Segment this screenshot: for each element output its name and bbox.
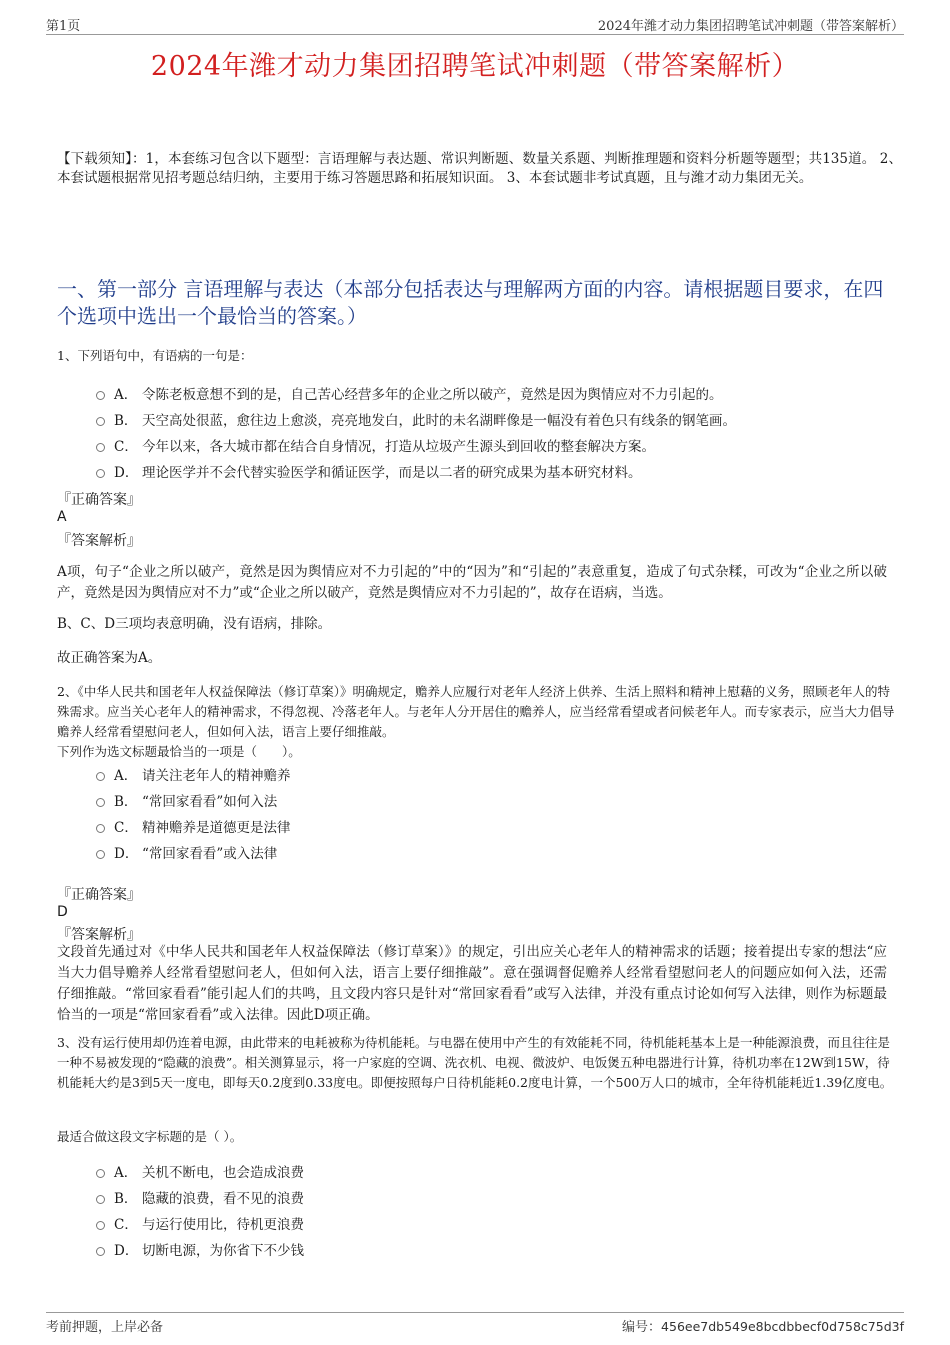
question-1-stem: 1、下列语句中，有语病的一句是： xyxy=(57,348,253,363)
question-3-stem: 3、没有运行使用却仍连着电源，由此带来的电耗被称为待机能耗。与电器在使用中产生的有效能耗不同，待机能耗基本上是一种能源浪费，而且往往是一种不易被发现的“隐藏的浪费”。相关测算显示，将一户家庭的空调、洗衣机、电视、微波炉、电饭煲五种电器进行计算，待机功率在12W到15W，待机能耗大约是3到5天一度电，即每天0.2度到0.33度电。即便按照每户日待机能耗0.2度电计算，一个500万人口的城市，全年待机能耗近1.39亿度电。 xyxy=(57,1035,893,1090)
page-footer xyxy=(46,1312,904,1335)
option-b[interactable]: B． 天空高处很蓝，愈往边上愈淡，亮亮地发白，此时的未名湖畔像是一幅没有着色只有线条的钢笔画。 xyxy=(96,406,896,432)
radio-icon[interactable] xyxy=(96,824,105,833)
question-2-stem: 2、《中华人民共和国老年人权益保障法（修订草案）》明确规定，赡养人应履行对老年人经济上供养、生活上照料和精神上慰藉的义务，照顾老年人的特殊需求。应当关心老年人的精神需求，不得忽视、冷落老年人。与老年人分开居住的赡养人，应当经常看望或者问候老年人。而专家表示，应当大力倡导赡养人经常看望慰问老人，但如何入法，语言上要仔细推敲。 下列作为选文标题最恰当的一项是（ ）。 xyxy=(57,684,895,759)
question-2-analysis: 文段首先通过对《中华人民共和国老年人权益保障法（修订草案）》的规定，引出应关心老年人的精神需求的话题；接着提出专家的想法“应当大力倡导赡养人经常看望慰问老人，但如何入法，语言上要仔细推敲”。意在强调督促赡养人经常看望慰问老人的问题应如何入法，还需仔细推敲。“常回家看看”能引起人们的共鸣，且文段内容只是针对“常回家看看”或写入法律，并没有重点讨论如何写入法律，则作为标题最恰当的一项是“常回家看看”或入法律。因此D项正确。 xyxy=(57,944,887,1023)
radio-icon[interactable] xyxy=(96,798,105,807)
correct-answer-value: D xyxy=(57,904,68,920)
option-b[interactable]: B． “常回家看看”如何入法 xyxy=(96,787,896,813)
question-3-options xyxy=(96,1158,896,1262)
radio-icon[interactable] xyxy=(96,469,105,478)
radio-icon[interactable] xyxy=(96,1247,105,1256)
radio-icon[interactable] xyxy=(96,391,105,400)
analysis-label: 『答案解析』 xyxy=(57,927,141,943)
question-2-options xyxy=(96,761,896,865)
correct-answer-label: 『正确答案』 xyxy=(57,492,141,508)
radio-icon[interactable] xyxy=(96,772,105,781)
option-a[interactable]: A． 关机不断电，也会造成浪费 xyxy=(96,1158,896,1184)
option-d[interactable]: D． 理论医学并不会代替实验医学和循证医学，而是以二者的研究成果为基本研究材料。 xyxy=(96,458,896,484)
question-1-analysis: A项，句子“企业之所以破产，竟然是因为舆情应对不力引起的”中的“因为”和“引起的”表意重复，造成了句式杂糅，可改为“企业之所以破产，竟然是因为舆情应对不力”或“企业之所以破产，竟然是舆情应对不力引起的”，故存在语病，当选。 xyxy=(57,564,887,601)
question-3-prompt: 最适合做这段文字标题的是（ ）。 xyxy=(57,1129,243,1144)
question-1-conclusion: 故正确答案为A。 xyxy=(57,650,162,666)
analysis-label: 『答案解析』 xyxy=(57,533,141,549)
correct-answer-label: 『正确答案』 xyxy=(57,887,141,903)
option-b[interactable]: B． 隐藏的浪费，看不见的浪费 xyxy=(96,1184,896,1210)
document-code xyxy=(622,1316,904,1335)
download-notice: 【下载须知】：1，本套练习包含以下题型：言语理解与表达题、常识判断题、数量关系题、判断推理题和资料分析题等题型；共135道。 2、本套试题根据常见招考题总结归纳，主要用于练习答题思路和拓展知识面。 3、本套试题非考试真题，且与潍才动力集团无关。 xyxy=(57,151,902,186)
code-label: 编号： xyxy=(622,1320,662,1335)
section-heading: 一、第一部分 言语理解与表达（本部分包括表达与理解两方面的内容。请根据题目要求，在四个选项中选出一个最恰当的答案。） xyxy=(57,277,884,328)
option-c[interactable]: C． 今年以来，各大城市都在结合自身情况，打造从垃圾产生源头到回收的整套解决方案。 xyxy=(96,432,896,458)
question-1-analysis-2: B、C、D三项均表意明确，没有语病，排除。 xyxy=(57,616,332,632)
option-d[interactable]: D． “常回家看看”或入法律 xyxy=(96,839,896,865)
radio-icon[interactable] xyxy=(96,850,105,859)
option-a[interactable]: A． 令陈老板意想不到的是，自己苦心经营多年的企业之所以破产，竟然是因为舆情应对不力引起的。 xyxy=(96,380,896,406)
radio-icon[interactable] xyxy=(96,1169,105,1178)
radio-icon[interactable] xyxy=(96,1221,105,1230)
question-1-options xyxy=(96,380,896,484)
option-c[interactable]: C． 与运行使用比，待机更浪费 xyxy=(96,1210,896,1236)
option-a[interactable]: A． 请关注老年人的精神赡养 xyxy=(96,761,896,787)
document-title: 2024年潍才动力集团招聘笔试冲刺题（带答案解析） xyxy=(150,51,800,82)
footer-slogan: 考前押题，上岸必备 xyxy=(46,1320,164,1335)
correct-answer-value: A xyxy=(57,509,67,525)
option-d[interactable]: D． 切断电源，为你省下不少钱 xyxy=(96,1236,896,1262)
page-number: 第1页 xyxy=(46,19,81,34)
radio-icon[interactable] xyxy=(96,1195,105,1204)
code-value: 456ee7db549e8bcdbbecf0d758c75d3f xyxy=(661,1319,904,1334)
radio-icon[interactable] xyxy=(96,417,105,426)
header-doc-title: 2024年潍才动力集团招聘笔试冲刺题（带答案解析） xyxy=(597,19,904,34)
radio-icon[interactable] xyxy=(96,443,105,452)
option-c[interactable]: C． 精神赡养是道德更是法律 xyxy=(96,813,896,839)
page-header xyxy=(46,14,904,35)
